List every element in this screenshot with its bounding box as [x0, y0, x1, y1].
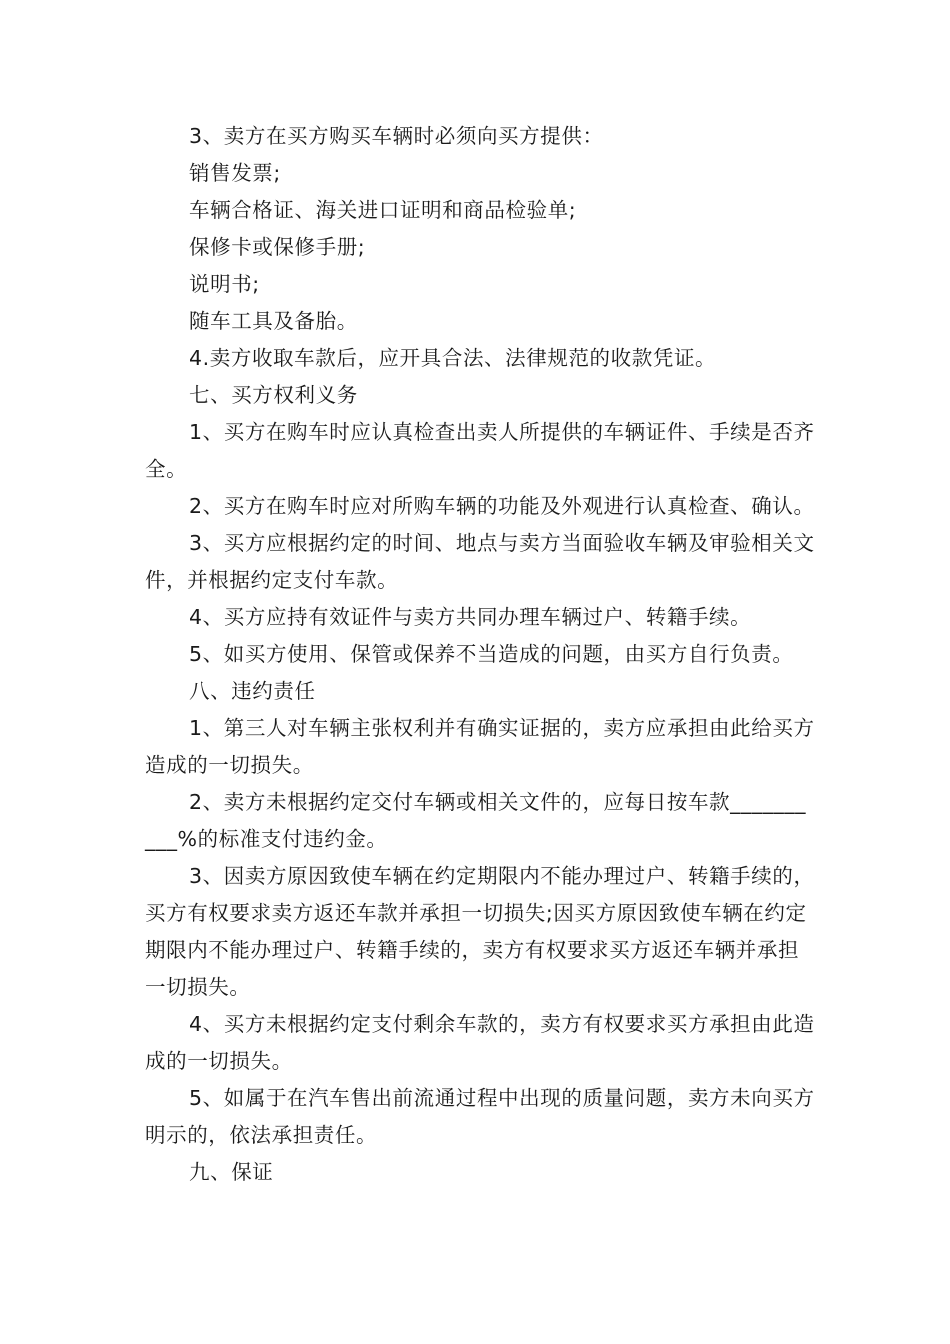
- paragraph-buyer-inspect-vehicle: 2、买方在购车时应对所购车辆的功能及外观进行认真检查、确认。: [189, 494, 815, 518]
- paragraph-late-delivery-penalty: 2、卖方未根据约定交付车辆或相关文件的，应每日按车款__________%的标准支付违约金。: [145, 790, 807, 851]
- section-heading-guarantee: 九、保证: [189, 1160, 274, 1184]
- paragraph-warranty-card: 保修卡或保修手册;: [189, 235, 366, 259]
- paragraph-buyer-transfer: 4、买方应持有效证件与卖方共同办理车辆过户、转籍手续。: [189, 605, 752, 629]
- paragraph-manual: 说明书;: [189, 272, 260, 296]
- section-heading-buyer-rights: 七、买方权利义务: [189, 383, 358, 407]
- paragraph-transfer-failure: 3、因卖方原因致使车辆在约定期限内不能办理过户、转籍手续的，买方有权要求卖方返还车款并承担一切损失;因买方原因致使车辆在约定期限内不能办理过户、转籍手续的，卖方有权要求买方返还车辆并承担一切损失。: [145, 864, 815, 999]
- paragraph-buyer-accept-vehicle: 3、买方应根据约定的时间、地点与卖方当面验收车辆及审验相关文件，并根据约定支付车款。: [145, 531, 815, 592]
- paragraph-vehicle-certificates: 车辆合格证、海关进口证明和商品检验单;: [189, 198, 577, 222]
- section-heading-breach-liability: 八、违约责任: [189, 679, 316, 703]
- paragraph-third-party-claim: 1、第三人对车辆主张权利并有确实证据的，卖方应承担由此给买方造成的一切损失。: [145, 716, 815, 777]
- document-body: [145, 118, 815, 1191]
- paragraph-receipt: 4.卖方收取车款后，应开具合法、法律规范的收款凭证。: [189, 346, 717, 370]
- paragraph-seller-must-provide: 3、卖方在买方购买车辆时必须向买方提供：: [189, 124, 604, 148]
- paragraph-buyer-responsibility: 5、如买方使用、保管或保养不当造成的问题，由买方自行负责。: [189, 642, 794, 666]
- paragraph-unpaid-balance: 4、买方未根据约定支付剩余车款的，卖方有权要求买方承担由此造成的一切损失。: [145, 1012, 815, 1073]
- paragraph-buyer-check-documents: 1、买方在购车时应认真检查出卖人所提供的车辆证件、手续是否齐全。: [145, 420, 815, 481]
- paragraph-quality-issue: 5、如属于在汽车售出前流通过程中出现的质量问题，卖方未向买方明示的，依法承担责任。: [145, 1086, 815, 1147]
- paragraph-tools-spare-tire: 随车工具及备胎。: [189, 309, 358, 333]
- paragraph-sales-invoice: 销售发票;: [189, 161, 281, 185]
